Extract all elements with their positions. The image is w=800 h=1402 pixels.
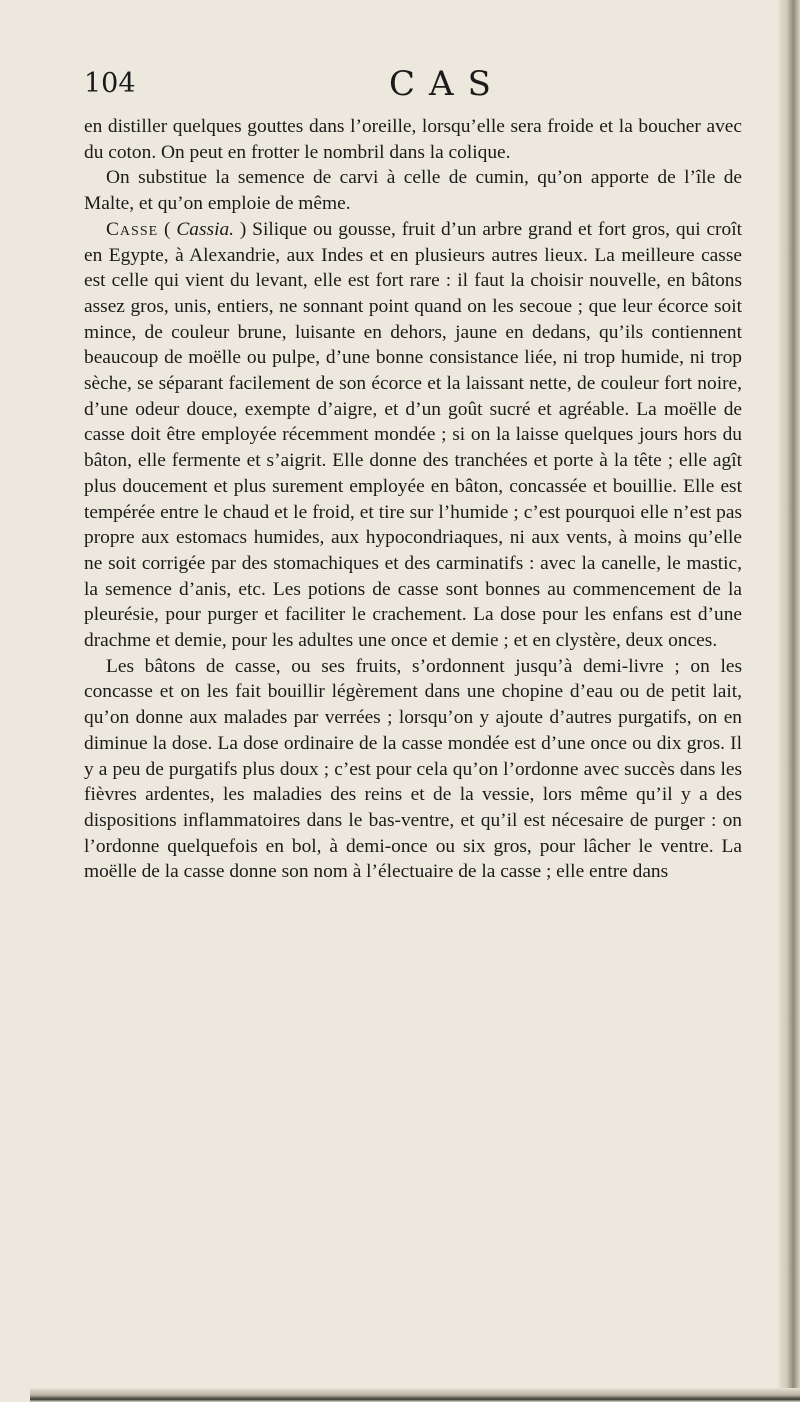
page-number: 104 (84, 68, 136, 99)
entry-casse (84, 217, 742, 654)
running-head: CAS (389, 64, 505, 104)
entry-latin-name: Cassia. (176, 218, 234, 240)
page-bottom-edge (30, 1388, 800, 1402)
paragraph: Les bâtons de casse, ou ses fruits, s’ordonnent jusqu’à demi-livre ; on les concasse et on les fait bouillir légèrement dans une chopine d’eau ou de petit lait, qu’on donne aux malades par verrées ; lorsqu’on y ajoute d’autres purgatifs, on en diminue la dose. La dose ordinaire de la casse mondée est d’une once ou dix gros. Il y a peu de purgatifs plus doux ; c’est pour cela qu’on l’ordonne avec succès dans les fièvres ardentes, les maladies des reins et de la vessie, lors même qu’il y a des dispositions inflammatoires dans le bas-ventre, et qu’il est nécesaire de purger : on l’ordonne quelquefois en bol, à demi-once ou six gros, pour lâcher le ventre. La moëlle de la casse donne son nom à l’électuaire de la casse ; elle entre dans (84, 655, 742, 883)
body-text (84, 114, 742, 885)
entry-text: Silique ou gousse, fruit d’un arbre grand et fort gros, qui croît en Egypte, à Alexandrie, aux Indes et en plusieurs autres lieux. La meilleure casse est celle qui vient du levant, elle est fort rare : il faut la choisir nouvelle, en bâtons assez gros, unis, entiers, ne sonnant point quand on les secoue ; que leur écorce soit mince, de couleur brune, luisante en dehors, jaune en dedans, qu’ils contiennent beaucoup de moëlle ou pulpe, d’une bonne consistance liée, ni trop humide, ni trop sèche, se séparant facilement de son écorce et la laissant nette, de couleur fort noire, d’une odeur douce, exempte d’aigre, et d’un goût sucré et agréable. La moëlle de casse doit être employée récemment mondée ; si on la laisse quelques jours hors du bâton, elle fermente et s’aigrit. Elle donne des tranchées et porte à la tête ; elle agît plus doucement et plus surement employée en bâton, concassée et bouillie. Elle est tempérée entre le chaud et le froid, et tire sur l’humide ; c’est pourquoi elle n’est pas propre aux estomacs humides, aux hypocondriaques, ni aux vents, à moins qu’elle ne soit corrigée par des stomachiques et des carminatifs : avec la canelle, le mastic, la semence d’anis, etc. Les potions de casse sont bonnes au commencement de la pleurésie, pour purger et faciliter le crachement. La dose pour les enfans est d’une drachme et demie, pour les adultes une once et demie ; et en clystère, deux onces. (84, 218, 742, 652)
paragraph: On substitue la semence de carvi à celle de cumin, qu’on apporte de l’île de Malte, et qu’on emploie de même. (84, 167, 742, 215)
paragraph: en distiller quelques gouttes dans l’oreille, lorsqu’elle sera froide et la boucher avec du coton. On peut en frotter le nombril dans la colique. (84, 116, 742, 163)
page-header (84, 64, 724, 108)
paren-close: ) (234, 218, 253, 240)
paren-open: ( (158, 218, 177, 240)
page-edge-shadow (778, 0, 800, 1402)
entry-headword: Casse (106, 218, 159, 240)
